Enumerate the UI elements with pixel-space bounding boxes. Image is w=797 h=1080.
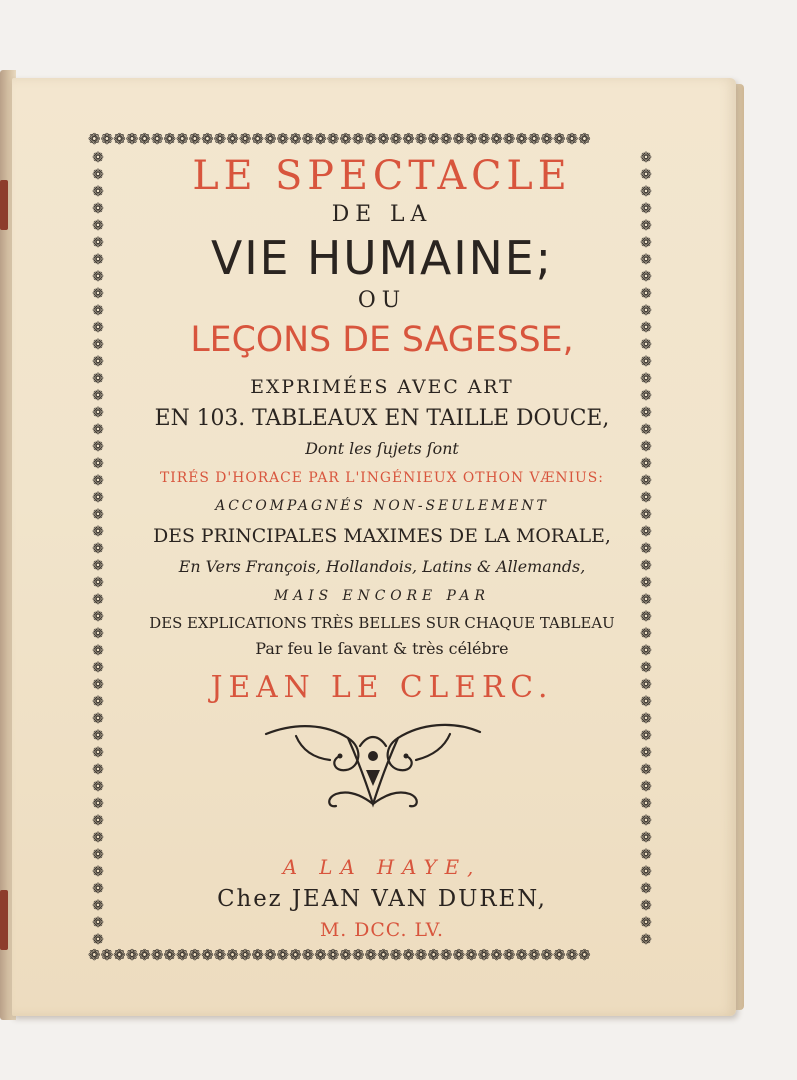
author-name: JEAN LE CLERC. [210,670,554,705]
title-line-tableaux: EN 103. TABLEAUX EN TAILLE DOUCE, [154,406,610,431]
border-bottom-ornament: ❁❁❁❁❁❁❁❁❁❁❁❁❁❁❁❁❁❁❁❁❁❁❁❁❁❁❁❁❁❁❁❁❁❁❁❁❁❁❁❁ [88,947,591,963]
title-line-lecons: LEÇONS DE SAGESSE, [190,320,574,360]
title-line-accompagnes: ACCOMPAGNÉS NON-SEULEMENT [215,498,549,514]
title-line-mais-encore: MAIS ENCORE PAR [274,588,490,604]
title-line-exprimees: EXPRIMÉES AVEC ART [250,376,514,398]
title-line-tires: TIRÉS D'HORACE PAR L'INGÉNIEUX OTHON VÆNIUS: [160,470,604,486]
title-line-par-feu: Par feu le ſavant & très célébre [255,639,509,658]
imprint [120,852,644,944]
title-line-ou: OU [357,288,407,313]
title-line-spectacle: LE SPECTACLE [192,153,572,199]
title-line-explications: DES EXPLICATIONS TRÈS BELLES SUR CHAQUE TABLEAU [149,614,615,632]
imprint-place: A LA HAYE, [282,855,482,879]
border-left-ornament: ❁ ❁ ❁ ❁ ❁ ❁ ❁ ❁ ❁ ❁ ❁ ❁ ❁ ❁ ❁ ❁ ❁ ❁ ❁ ❁ ❁ ❁ ❁ ❁ ❁ ❁ ❁ ❁ ❁ ❁ ❁ ❁ ❁ ❁ ❁ ❁ ❁ ❁ ❁ ❁ ❁ ❁ ❁ ❁ ❁ ❁ ❁ [92,150,104,945]
title-line-en-vers: En Vers François, Hollandois, Latins & Allemands, [178,557,586,576]
title-line-de-la: DE LA [331,202,433,227]
title-line-principales: DES PRINCIPALES MAXIMES DE LA MORALE, [153,525,611,547]
title-line-vie-humaine: VIE HUMAINE; [211,231,553,285]
border-right-ornament: ❁ ❁ ❁ ❁ ❁ ❁ ❁ ❁ ❁ ❁ ❁ ❁ ❁ ❁ ❁ ❁ ❁ ❁ ❁ ❁ ❁ ❁ ❁ ❁ ❁ ❁ ❁ ❁ ❁ ❁ ❁ ❁ ❁ ❁ ❁ ❁ ❁ ❁ ❁ ❁ ❁ ❁ ❁ ❁ ❁ ❁ ❁ [640,150,652,945]
rococo-scroll-ornament-icon [256,716,490,812]
page-edge [736,84,744,1010]
imprint-date: M. DCC. LV. [319,919,445,941]
title-block [120,152,644,710]
imprint-publisher: Chez JEAN VAN DUREN, [217,886,547,912]
title-line-dont: Dont les ſujets ſont [305,439,459,458]
border-top-ornament: ❁❁❁❁❁❁❁❁❁❁❁❁❁❁❁❁❁❁❁❁❁❁❁❁❁❁❁❁❁❁❁❁❁❁❁❁❁❁❁❁ [88,131,591,147]
